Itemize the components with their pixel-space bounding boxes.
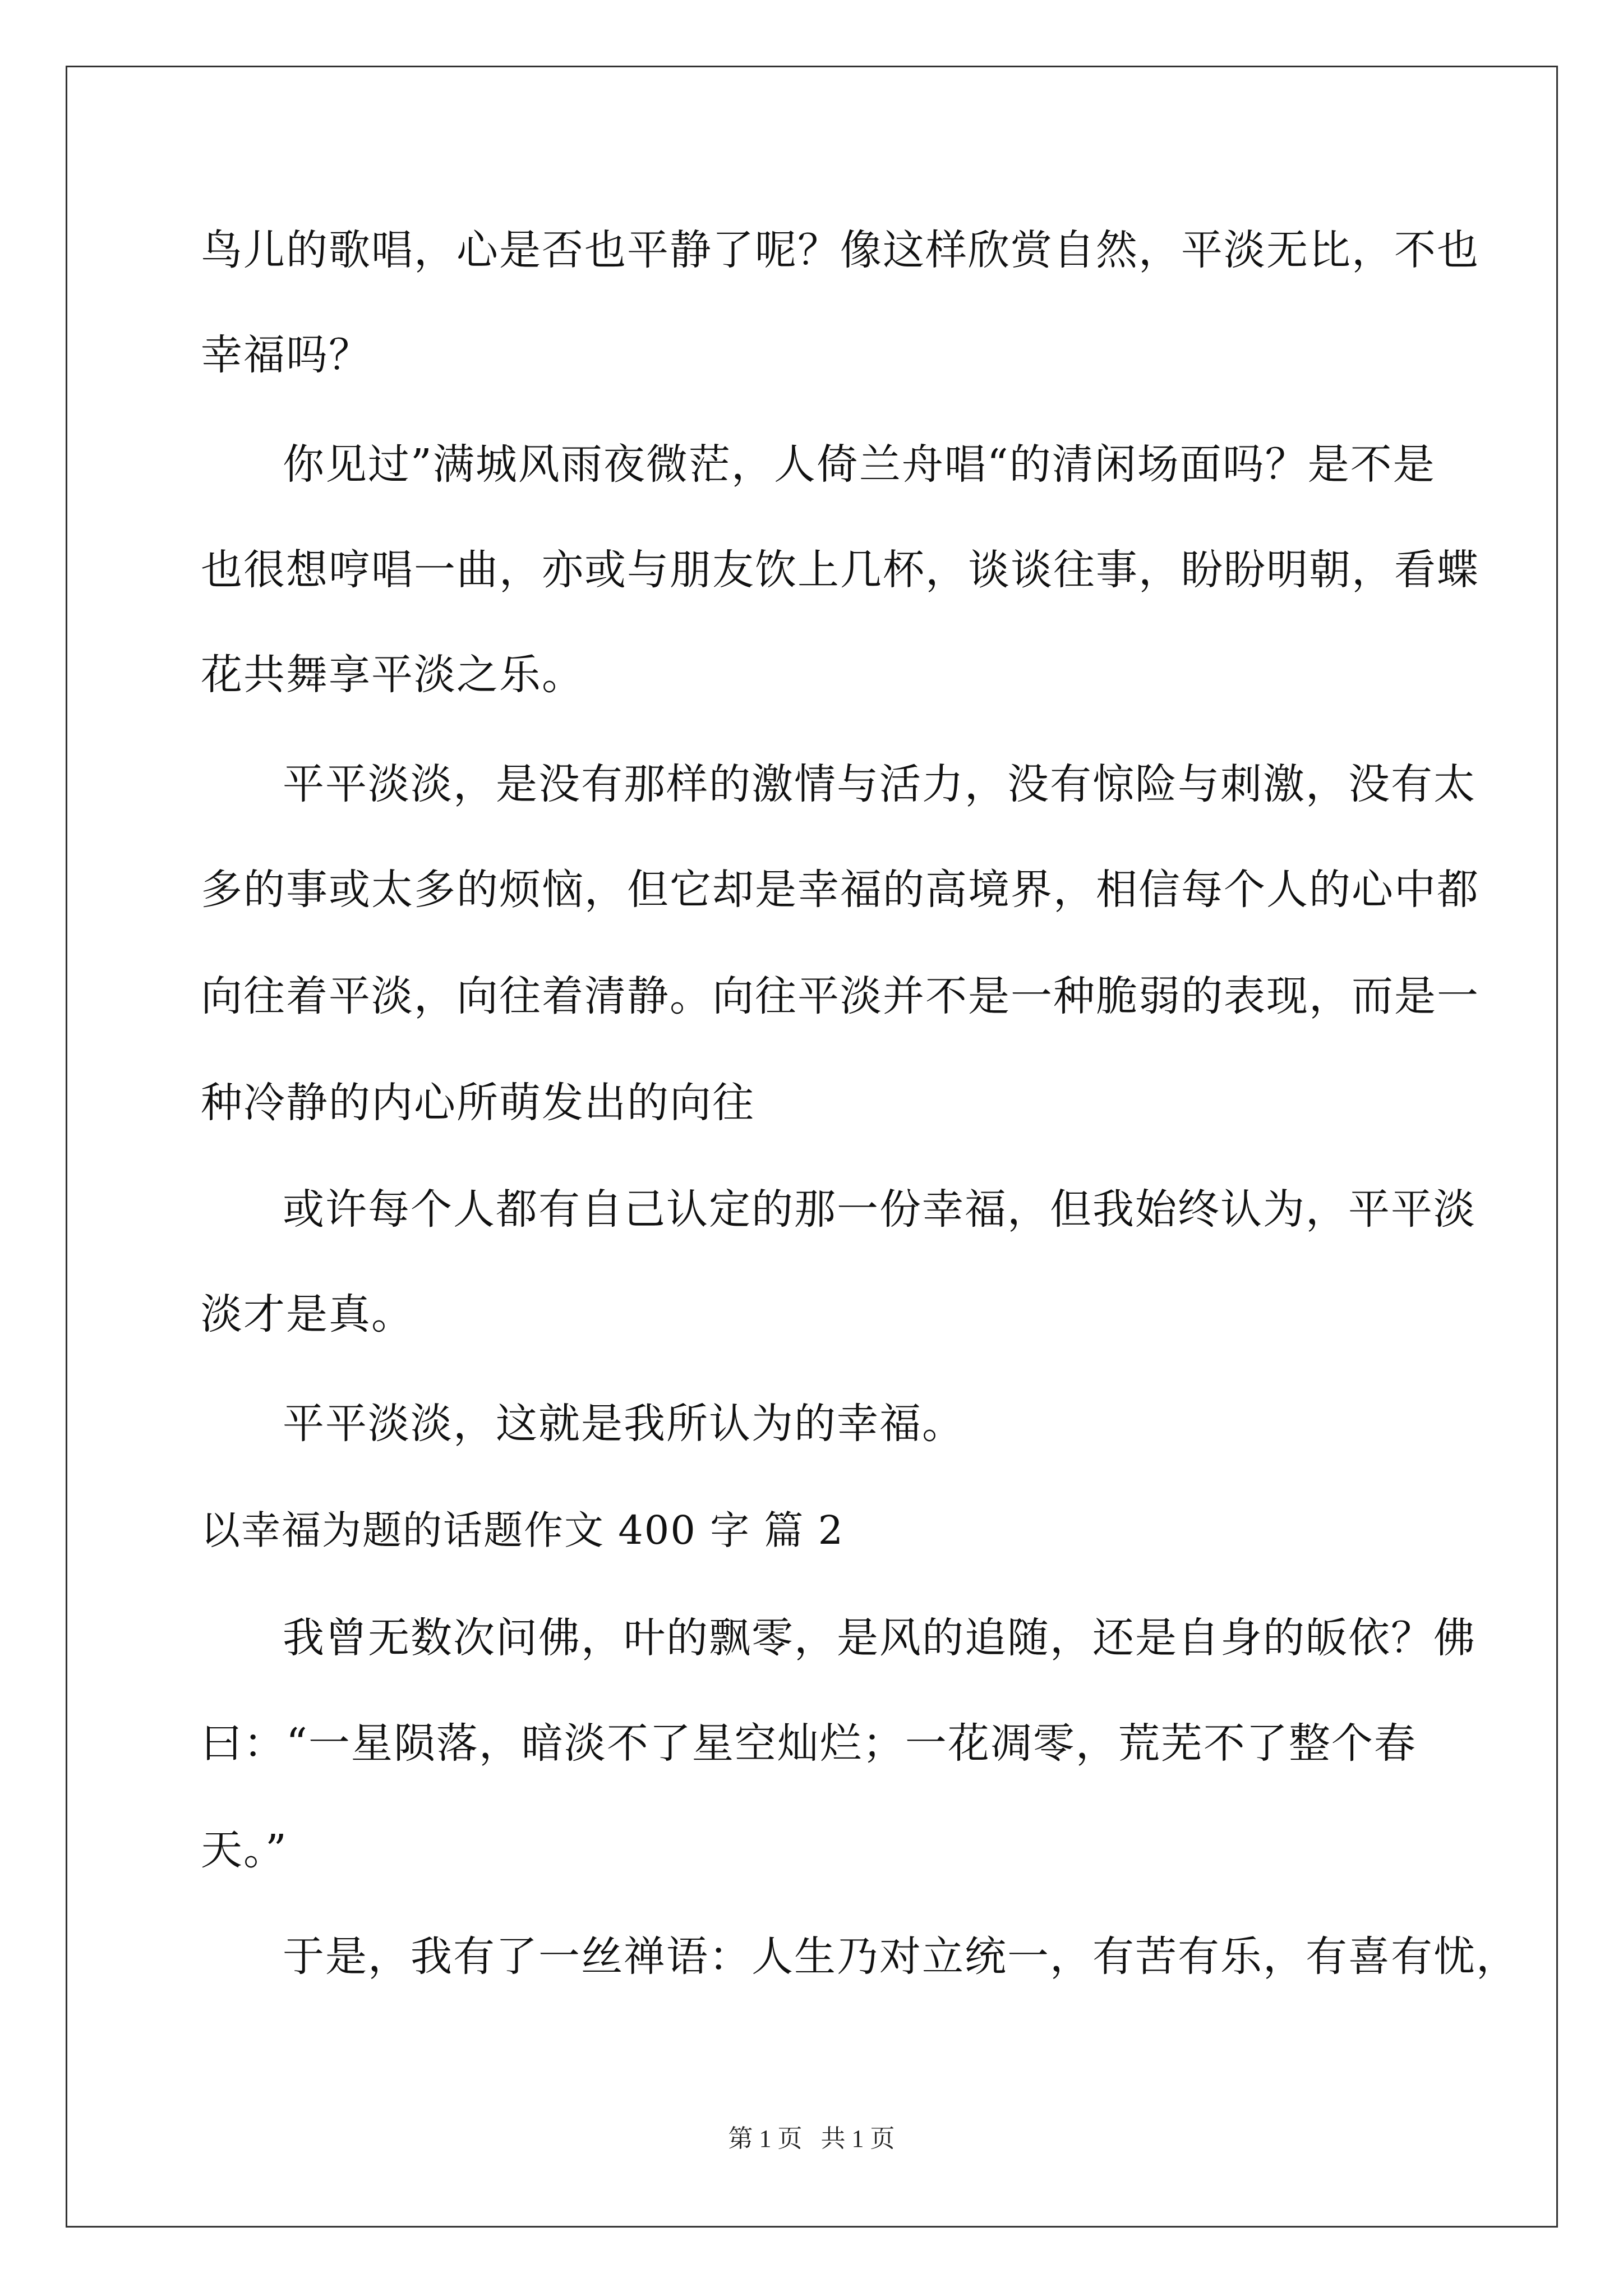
paragraph-first-line: 平平淡淡，这就是我所认为的幸福。 <box>283 1400 965 1448</box>
body-line: 种冷静的内心所萌发出的向往 <box>201 1079 755 1127</box>
paragraph-first-line: 平平淡淡，是没有那样的激情与活力，没有惊险与刺激，没有太 <box>283 760 1476 808</box>
body-line: 多的事或太多的烦恼，但它却是幸福的高境界，相信每个人的心中都 <box>201 866 1479 914</box>
body-line: 天。” <box>201 1826 288 1874</box>
body-line: 鸟儿的歌唱，心是否也平静了呢？像这样欣赏自然，平淡无比，不也 <box>201 226 1479 274</box>
page-number-footer: 第 1 页 共 1 页 <box>728 2125 895 2152</box>
paragraph-first-line: 你见过”满城风雨夜微茫，人倚兰舟唱“的清闲场面吗？是不是 <box>283 440 1436 489</box>
body-line: 幸福吗？ <box>201 331 371 379</box>
section-heading: 以幸福为题的话题作文 400 字 篇 2 <box>201 1507 845 1553</box>
paragraph-first-line: 于是，我有了一丝禅语：人生乃对立统一，有苦有乐，有喜有忧， <box>283 1932 1519 1981</box>
body-line: 向往着平淡，向往着清静。向往平淡并不是一种脆弱的表现，而是一 <box>201 972 1479 1020</box>
body-line: 花共舞享平淡之乐。 <box>201 651 584 699</box>
paragraph-first-line: 我曾无数次问佛，叶的飘零，是风的追随，还是自身的皈依？佛 <box>283 1614 1476 1662</box>
body-line: 淡才是真。 <box>201 1290 414 1338</box>
body-line: 曰：“一星陨落，暗淡不了星空灿烂；一花凋零，荒芜不了整个春 <box>201 1719 1417 1768</box>
page-border <box>66 66 1558 2228</box>
paragraph-first-line: 或许每个人都有自己认定的那一份幸福，但我始终认为，平平淡 <box>283 1185 1476 1234</box>
body-line: 也很想哼唱一曲，亦或与朋友饮上几杯，谈谈往事，盼盼明朝，看蝶 <box>201 546 1479 594</box>
